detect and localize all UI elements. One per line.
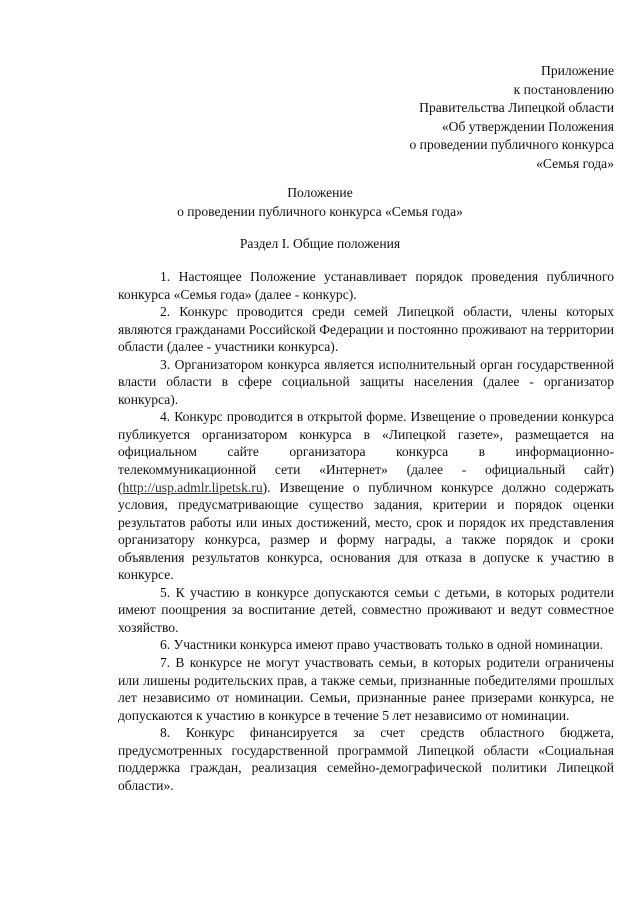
appendix-line: «Семья года» (536, 155, 614, 171)
title-line-1: Положение (287, 185, 353, 200)
appendix-line: о проведении публичного конкурса (409, 137, 614, 152)
official-site-link[interactable]: http://usp.admlr.lipetsk.ru (122, 479, 263, 495)
paragraph-4-text-before: 4. Конкурс проводится в открытой форме. Извещение о проведении конкурса публикуется организатором конкурса в «Липецкой газете», размещается на официальном сайте организатора конкурса в информационно-телекоммуникационной сети «Интернет» (далее - официальный сайт) ( (118, 409, 614, 495)
title-line-2: о проведении публичного конкурса «Семья года» (177, 203, 463, 219)
document-title (0, 184, 640, 221)
paragraph-4-text-after: ). Извещение о публичном конкурсе должно содержать условия, предусматривающие существо задания, критерии и порядок оценки результатов работы или иных достижений, место, срок и порядок их представления организатору конкурса, размер и форму награды, а также порядок и сроки объявления результатов конкурса, основания для отказа в допуске к участию в конкурсе. (118, 479, 614, 583)
appendix-line: Правительства Липецкой области (419, 100, 614, 115)
paragraph-2: 2. Конкурс проводится среди семей Липецкой области, члены которых являются гражданами Российской Федерации и постоянно проживают на территории области (далее - участники конкурса). (118, 304, 614, 355)
paragraph-4 (118, 408, 614, 583)
appendix-line: «Об утверждении Положения (441, 118, 614, 134)
paragraph-1: 1. Настоящее Положение устанавливает порядок проведения публичного конкурса «Семья года» (далее - конкурс). (118, 269, 614, 302)
appendix-line: Приложение (541, 63, 614, 78)
appendix-line: к постановлению (513, 81, 614, 97)
section-heading: Раздел I. Общие положения (239, 236, 401, 251)
paragraph-5: 5. К участию в конкурсе допускаются семьи с детьми, в которых родители имеют поощрения за воспитание детей, совместно проживают и ведут совместное хозяйство. (118, 584, 614, 635)
paragraph-8: 8. Конкурс финансируется за счет средств областного бюджета, предусмотренных государственной программой Липецкой области «Социальная поддержка граждан, реализация семейно-демографической политики Липецкой области». (118, 725, 614, 793)
paragraph-6: 6. Участники конкурса имеют право участвовать только в одной номинации. (160, 637, 604, 653)
paragraph-3: 3. Организатором конкурса является исполнительный орган государственной власти области в сфере социальной защиты населения (далее - организатор конкурса). (118, 356, 614, 407)
document-body (118, 268, 614, 794)
paragraph-7: 7. В конкурсе не могут участвовать семьи, в которых родители ограничены или лишены родительских прав, а также семьи, признанные победителями прошлых лет независимо от номинации. Семьи, признанные ранее призерами конкурса, не допускаются к участию в конкурсе в течение 5 лет независимо от номинации. (118, 655, 614, 723)
appendix-header (409, 62, 614, 173)
